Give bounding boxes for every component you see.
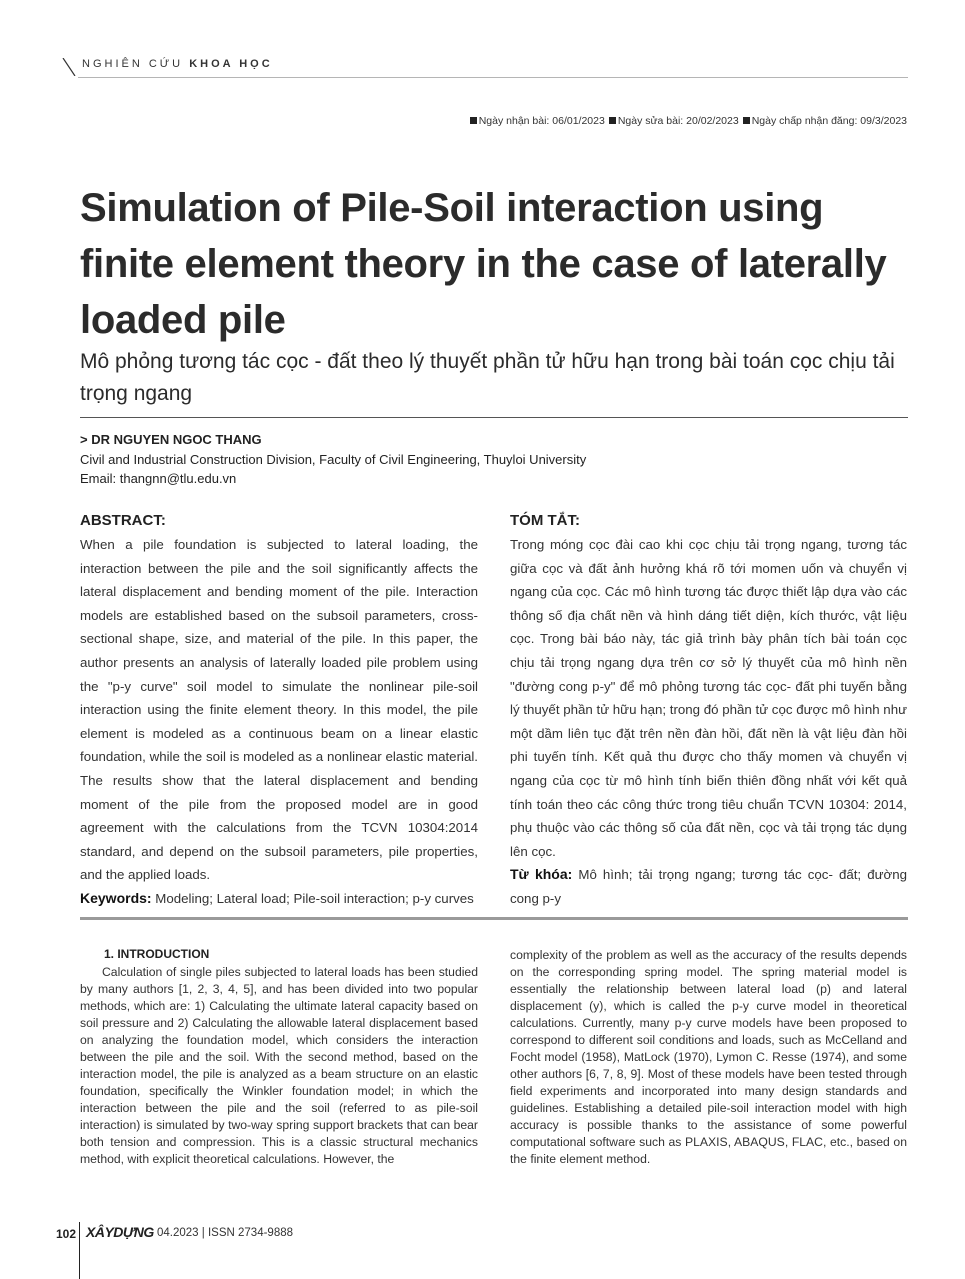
abstract-heading: ABSTRACT: (80, 512, 166, 529)
tukhoa-label: Từ khóa: (510, 866, 573, 883)
section-label (82, 58, 273, 70)
author-affiliation: Civil and Industrial Construction Division, Faculty of Civil Engineering, Thuyloi University (80, 452, 587, 467)
tomtat-keywords (510, 863, 907, 910)
page-number: 102 (56, 1227, 77, 1241)
bullet-square-icon (609, 117, 616, 124)
article-subtitle: Mô phỏng tương tác cọc - đất theo lý thuyết phần tử hữu hạn trong bài toán cọc chịu tải trọng ngang (80, 350, 895, 405)
introduction-heading: 1. INTRODUCTION (104, 947, 210, 961)
bullet-square-icon (470, 117, 477, 124)
section-divider (80, 917, 908, 920)
keywords-label: Keywords: (80, 889, 152, 906)
abstract-keywords (80, 887, 478, 911)
introduction-left-column: Calculation of single piles subjected to lateral loads has been studied by many authors [1, 2, 3, 4, 5], and has been divided into two popular methods, which are: 1) Calculating the ultimate lateral capacity based on soil pressure and 2) Calculating the allowable lateral displacement based on analyzing the foundation model, which considers the interaction between the pile and the soil. With the second method, based on the interaction model, the pile is analyzed as a beam structure on an elastic foundation, specifically the Winkler foundation model; in which the interaction between the pile and the soil (referred to as pile-soil interaction) is simulated by two-way spring support brackets that can bear both tension and compression. This is a classic structural mechanics method, with explicit theoretical calculations. However, the (80, 965, 478, 1166)
tomtat-heading: TÓM TẮT: (510, 512, 580, 529)
article-dates (466, 115, 907, 127)
abstract-section (80, 533, 478, 911)
date-received: Ngày nhận bài: 06/01/2023 (478, 115, 605, 127)
header-rule (78, 77, 908, 78)
journal-logo: XÂYDỰNG (86, 1224, 154, 1240)
tukhoa-text: Mô hình; tải trọng ngang; tương tác cọc- đất; đường cong p-y (510, 867, 908, 906)
abstract-body: When a pile foundation is subjected to lateral loading, the interaction between the pile and the soil significantly affects the lateral displacement and bending moment of the pile. Interaction models are established based on the subsoil parameters, cross-sectional shape, size, and material of the pile. In this paper, the author presents an analysis of laterally loaded pile problem using the "p-y curve" soil model to simulate the nonlinear pile-soil interaction using the finite element theory. In this model, the pile element is modeled as a continuous beam on a linear elastic foundation, while the soil is modeled as a nonlinear elastic material. The results show that the lateral displacement and bending moment of the pile from the proposed model are in good agreement with the calculations from the TCVN 10304:2014 standard, and depend on the subsoil parameters, pile properties, and the applied loads. (80, 537, 478, 883)
introduction-right-column: complexity of the problem as well as the accuracy of the results depends on the corresponding spring model. The spring material model is essentially the relationship between lateral load (p) and lateral displacement (y), which is called the p-y curve model in theoretical calculations. Currently, many p-y curve models have been proposed to correspond to different soil conditions and loads, such as McCelland and Focht model (1958), MatLock (1970), Lymon C. Resse (1974), and some other authors [6, 7, 8, 9]. Most of these models have been tested through field experiments and incorporated into many design standards and guidelines. Establishing a detailed pile-soil interaction model with high accuracy is possible thanks to the assistance of some powerful computational software such as PLAXIS, ABAQUS, FLAC, etc., based on the finite element method. (510, 948, 907, 1166)
bullet-square-icon (743, 117, 750, 124)
tomtat-section (510, 533, 907, 911)
author-email: Email: thangnn@tlu.edu.vn (80, 471, 237, 486)
footer-separator: | (201, 1227, 205, 1239)
header-slash-icon (62, 58, 76, 76)
title-rule (80, 417, 908, 418)
footer-issue: 04.2023 (157, 1227, 199, 1239)
section-label-prefix: NGHIÊN CỨU (82, 58, 184, 70)
tomtat-body: Trong móng cọc đài cao khi cọc chịu tải trọng ngang, tương tác giữa cọc và đất ảnh hưởng khá rõ tới momen uốn và chuyển vị ngang của cọc. Các mô hình tương tác được thiết lập dựa vào các thông số địa chất nền và hình dáng tiết diện, kích thước, vật liệu cọc. Trong bài báo này, tác giả trình bày phân tích bài toán cọc chịu tải trọng ngang dựa trên cơ sở lý thuyết của mô hình nền "đường cong p-y" để mô phỏng tương tác cọc- đất phi tuyến bằng lý thuyết phần tử hữu hạn; trong đó phần tử cọc được mô hình như một dầm liên tục đặt trên nền đàn hồi, đất nền là vật liệu đàn hồi phi tuyến tính. Kết quả thu được cho thấy momen và chuyển vị ngang của cọc từ mô hình tính biến thiên đồng nhất với kết quả tính toán theo các công thức trong tiêu chuẩn TCVN 10304: 2014, phụ thuộc vào các thông số của đất nền, cọc và tải trọng tác dụng lên cọc. (510, 537, 907, 859)
footer-info (157, 1227, 293, 1239)
date-accepted: Ngày chấp nhận đăng: 09/3/2023 (751, 115, 907, 127)
section-label-bold: KHOA HỌC (189, 58, 273, 70)
author-name: > DR NGUYEN NGOC THANG (80, 432, 262, 447)
footer-rule (79, 1222, 80, 1279)
footer-issn: ISSN 2734-9888 (207, 1227, 294, 1239)
article-title: Simulation of Pile-Soil interaction using finite element theory in the case of laterally loaded pile (80, 186, 887, 342)
date-revised: Ngày sửa bài: 20/02/2023 (617, 115, 739, 127)
keywords-text: Modeling; Lateral load; Pile-soil interaction; p-y curves (155, 890, 474, 906)
